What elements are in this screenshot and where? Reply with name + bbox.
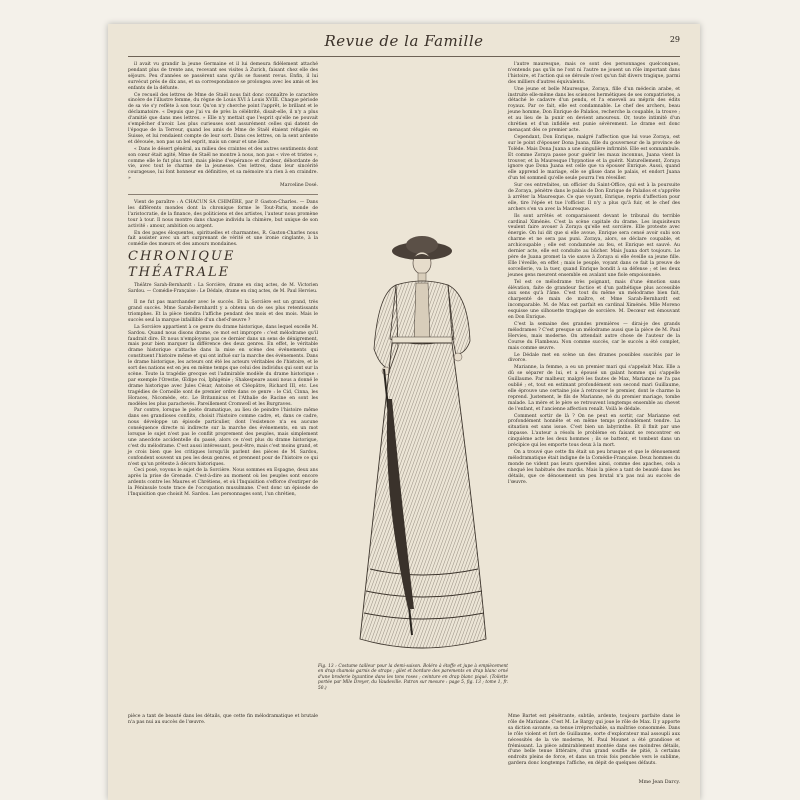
bottom-right-text: Mme Bartet est pénétrante, subtile, ardente, toujours parfaite dans le rôle de Marianne. C'est M. Le Bargy qui joue le rôle de Max. Il y apporte sa diction savante, sa tenue irréprochable, sa maîtrise consommée. Dans le rôle violent et fort de Guillaume, sorte d'explorateur mal assoupli aux nécessités de la vie moderne, M. Paul Mounet a été grandiose et frémissant. La pièce admirablement montée dans ses moindres détails, d'une belle tenue littéraire, d'un grand souffle de pitié, à certains endroits pleins de force, et dans un trois fois penchée vers le sublime, gardera donc longtemps l'affiche, en dépit de quelques défauts. (508, 714, 680, 767)
right-column (508, 62, 680, 486)
right-paragraph-8: Le Dédale met en scène un des drames possibles suscités par le divorce. (508, 352, 680, 364)
journal-title: Revue de la Famille (324, 32, 484, 50)
right-paragraph-4: Sur ces entrefaites, un officier du Saint-Office, qui est à la poursuite de Zoraya, pénètre dans le palais de Don Enrique de Palaños et s'apprête à arrêter la Mauresque. Ce que voyant, Enrique, repris d'affection pour elle, tire l'épée et tue l'officier. Il n'y a plus qu'à fuir, et le chef des archers s'en va avec la Mauresque. (508, 183, 680, 212)
right-paragraph-2: Une jeune et belle Mauresque, Zoraya, fille d'un médecin arabe, et instruite elle-même dans les sciences hermétiques de ses compatriotes, a détaché le cadavre d'un pendu, et l'a enseveli au mépris des édits royaux. Par ce fait, elle est condamnable. Le chef des archers, beau jeune homme, Don Enrique de Palaños, recherche la coupable, la trouve ; et au lieu de la punir en devient amoureux. Or, toute intimité d'un chrétien et d'un infidèle est punie sévèrement. Le drame est donc menaçant dès ce premier acte. (508, 86, 680, 133)
body-paragraph-1: Il ne fut pas marchander avec le succès. Et la Sorcière est un grand, très grand succès. Mme Sarah-Bernhardt y a obtenu un de ses plus retentissants triomphes. Et la pièce tiendra l'affiche pendant des mois et des mois. Mais le succès seul la marque infaillible d'un chef-d'œuvre ? (128, 300, 318, 323)
right-paragraph-3: Cependant, Don Enrique, malgré l'affection que lui voue Zoraya, est sur le point d'épouser Dona Juana, fille du gouverneur de la province de Tolède. Mais Dona Juana a une singulière infirmité. Elle est somnambule. Et comme Zoraya passe pour guérir les maux inconnus, Juana vient la trouver, et la Mauresque l'hypnotise et la guérit. Naturellement, Zoraya ignore que Dona Juana est celle que va épouser Enrique. Aussi, quand elle apprend le mariage, elle se glisse dans le palais, et endort Juana d'un tel sommeil qu'elle seule pourra l'en réveiller. (508, 134, 680, 182)
body-paragraph-2: La Sorcière appartient à ce genre du drame historique, dans lequel excelle M. Sardou. Quand nous disons drame, ce mot est impropre : c'est mélodrame qu'il faudrait dire. Et nous n'employons pas ce dernier dans un sens de dénigrement, mais pour bien marquer la différence des deux genres. En effet, le véritable drame historique s'attache dans la mise en scène des événements qui constituent l'histoire même et qui ont influé sur la marche des événements. Dans le drame historique, les acteurs ont été les acteurs véritables de l'histoire, et le sort des nations est en jeu en même temps que celui des individus qui sont sur la scène. Toute la tragédie grecque est l'admirable modèle du drame historique : par exemple l'Orestie, Œdipe roi, Iphigénie ; Shakespeare aussi nous a donné le drame historique avec Jules César, Antoine et Cléopâtre, Richard III, etc. Les tragédies de Corneille sont de premier ordre dans ce genre : le Cid, Cinna, les Horaces, Nicomède, etc. Le Britannicus et l'Athalie de Racine en sont les modèles les plus parachevés. Pareillement Cromwell et les Burgraves. (128, 324, 318, 407)
author-signature: Mme Jean Darcy. (638, 780, 680, 785)
programme-note: Théâtre Sarah-Bernhardt : La Sorcière, drame en cinq actes, de M. Victorien Sardou. — Comédie-Française : Le Dédale, drame en cinq actes, de M. Paul Hervieu. (128, 283, 318, 295)
intro-signature: Marceline Dosé. (280, 183, 318, 189)
header-rule (128, 56, 680, 57)
intro-paragraph-2: Ce recueil des lettres de Mme de Staël nous fait donc connaître le caractère sincère de l'illustre femme, du règne de Louis XVI à Louis XVIII. Chaque période de sa vie s'y reflète à son tour. Qu'on n'y cherche point l'apprêt, le brillant et le déclamatoire. « Depuis que j'ai vu de près la célébrité, disait-elle, il n'y a plus d'amitié que dans mes lettres. » Elle n'y mettait que l'esprit qu'elle ne pouvait s'empêcher d'avoir. Les plus curieuses sont assurément celles qui datent de l'époque de la Terreur, quand les amis de Mme de Staël étaient réfugiés en Suisse, et lui rendaient compte de leur sort. Dans ces lettres, on la sent ardente et dévouée, non pas un bel esprit, mais un cœur et une âme. (128, 92, 318, 145)
right-paragraph-6: Tel est ce mélodrame très poignant, mais d'une émotion sans élévation, faite de grandeur factice et d'un pathétique plus accessible aux sens qu'à l'âme. C'est tout du même un mélodrame bien fait, charpenté de main de maître, et Mme Sarah-Bernhardt est incomparable. M. de Max est parfait en cardinal Ximénès. Mlle Moreno esquisse une silhouette tragique de sorcière. M. Decœur est émouvant en Don Enrique. (508, 279, 680, 321)
left-column (128, 62, 318, 499)
column-divider (128, 194, 318, 195)
right-paragraph-9: Marianne, la femme, a eu un premier mari qui s'appelait Max. Elle a dû se séparer de lui, et a épousé un galant homme qui s'appelle Guillaume. Par malheur, malgré les fautes de Max, Marianne ne l'a pas oublié ; et, tout en estimant profondément son second mari Guillaume, elle éprouve une certaine joie à retrouver le premier, dont le charme la reprend. Justement, le fils de Marianne, né du premier mariage, tombe malade. La mère et le père se retrouvent longtemps ensemble au chevet de l'enfant, et l'ancienne affection renaît. Voilà le dédale. (508, 365, 680, 412)
right-paragraph-10: Comment sortir de là ? On ne peut en sortir, car Marianne est profondément honnête et en même temps profondément tendre. La situation est sans issue. C'est bien un labyrinthe. Et il finit par une impasse. L'auteur a résolu le problème en faisant se rencontrer en cinquième acte les deux hommes ; ils se battent, et tombent dans un précipice qui les emporte tous deux à la mort. (508, 413, 680, 449)
bottom-left-text: pièce a tant de beauté dans les détails, que cette fin mélodramatique et brutale n'a pas nui au succès de l'œuvre. (128, 714, 318, 725)
right-paragraph-7: C'est la semaine des grandes premières — dirai-je des grands mélodrames ? C'est presque un mélodrame aussi que la pièce de M. Paul Hervieu, mais moderne. On attendait autre chose de l'auteur de la Course du Flambeau. Non comme succès, car le succès a été complet, mais comme œuvre. (508, 321, 680, 351)
figure-caption: Fig. 13 : Costume tailleur pour la demi-saison. Boléro à étoffe et jupe à empiècement en drap chamois garnis de straps ; gilet et bordure des parements en drap blanc orné d'une broderie byzantine dans les tons roses ; ceinture en drap blanc piqué. (Toilette portée par Mlle Dreyer, du Vaudeville. Patron sur mesure : page 5, fig. 13 ; tome 1, fr. 50.) (318, 664, 508, 691)
right-paragraph-1: l'autre mauresque, mais ce sont des personnages quelconques, n'entends pas qu'ils ne l'ont ni l'autre ne jouent un rôle important dans l'histoire, et l'action qui se déroule n'est qu'un fait divers tragique, parmi des milliers d'autres équivalents. (508, 62, 680, 85)
body-paragraph-3: Par contre, lorsque le poète dramatique, au lieu de peindre l'histoire même dans ses grandioses conflits, choisit l'histoire comme cadre, et, dans ce cadre, nous développe un épisode particulier, dont l'existence n'a eu aucune conséquence directe ni indirecte sur la marche des événements, en un mot lorsque le sujet n'est pas le conflit proprement des peuples, mais simplement une anecdote accidentelle du passé, alors ce n'est plus du drame historique, c'est du mélodrame. C'est aussi intéressant, peut-être, mais c'est moins grand, et je crois bien que les critiques lorsqu'ils parlent des pièces de M. Sardou, confondent souvent un peu les deux genres, et prennent pour de l'histoire ce qui n'est qu'un prétexte à décors historiques. (128, 408, 318, 467)
page-number: 29 (669, 35, 680, 44)
fashion-illustration (326, 229, 502, 661)
section-heading: CHRONIQUE THÉATRALE (128, 249, 236, 281)
intro-paragraph-1: il avait vu grandir la jeune Germaine et il lui demeura fidèlement attaché pendant plus de trente ans, recevant ses visites à Zurich, faisant chez elle des séjours. Peu d'années se passèrent sans qu'ils se fussent revus. Enfin, il lui survécut près de dix ans, et sa correspondance se prolongea avec les amis et les enfants de la défunte. (128, 62, 318, 91)
right-paragraph-11: On a trouvé que cette fin était un peu brusque et que le dénouement mélodramatique était indigne de la Comédie-Française. Deux hommes du monde ne vident pas leurs querelles ainsi, comme des apaches, cela a choqué les habitués des mardis. Mais la pièce a tant de beauté dans les détails, que ce dénouement un peu brutal n'a pas nui au succès de l'œuvre. (508, 450, 680, 485)
intro-paragraph-3: « Dans le désert général, au milieu des craintes et des autres sentiments dont son cœur était agité, Mme de Staël ne montre à nous, non pas « vive et tristes », comme elle le fut plus tard, mais pleine d'espérance et d'ardeur, débordante de vie, avec tout le charme de la jeunesse. Ces lettres, dans leur sincérité courageuse, lui font honneur en définitive, et sa mémoire n'a rien à en craindre. » (128, 146, 318, 182)
body-paragraph-4: Ceci posé, voyons le sujet de la Sorcière. Nous sommes en Espagne, deux ans après la prise de Grenade. C'est-à-dire au moment où les peuples sont encore ardents contre les Maures et Chrétiens, et où l'Inquisition s'efforce d'extirper de la Péninsule toute trace de l'occupation musulmane. C'est donc un épisode de l'Inquisition que choisit M. Sardou. Les personnages sont, l'un chrétien, (128, 468, 318, 498)
book-notice-2: En des pages éloquentes, spirituelles et charmantes, R. Gaston-Charles nous fait assister avec un art surprenant de vérité et une ironie cinglante, à la comédie des mœurs et des amours mondaines. (128, 230, 318, 248)
right-paragraph-5: Ils sont arrêtés et comparaissent devant le tribunal du terrible cardinal Ximénès. C'est la scène capitale du drame. Les inquisiteurs veulent faire avouer à Zoraya qu'elle est sorcière. Elle proteste avec énergie. On lui dit que si elle avoue, Enrique sera censé avoir subi son charme et ne sera pas puni. Zoraya, alors, se déclare coupable, et archicoupable ; elle est condamnée au feu, et Enrique est sauvé. Au dernier acte, elle est conduite au bûcher. Mais Juana dort toujours. Le père de Juana promet la vie sauve à Zoraya si elle éveille sa jeune fille. Elle l'éveille, en effet ; mais le peuple, voyant dans ce fait la preuve de sorcellerie, va la tuer, quand Enrique bondit à sa défense ; et les deux jeunes gens meurent ensemble en avalant une fiole empoisonnée. (508, 213, 680, 278)
running-head (128, 32, 680, 52)
woman-in-tailored-costume-illustration (326, 229, 502, 661)
book-notice: Vient de paraître : A CHACUN SA CHIMÈRE, par P. Gaston-Charles. — Dans les différents mondes dont la chronique forme le Tout-Paris, monde de l'aristocratie, de la finance, des politiciens et des artistes, l'auteur nous promène tour à tour. Il nous montre dans chaque individu la chimère, but unique de son activité : amour, ambition ou argent. (128, 200, 318, 229)
magazine-page (108, 24, 700, 800)
